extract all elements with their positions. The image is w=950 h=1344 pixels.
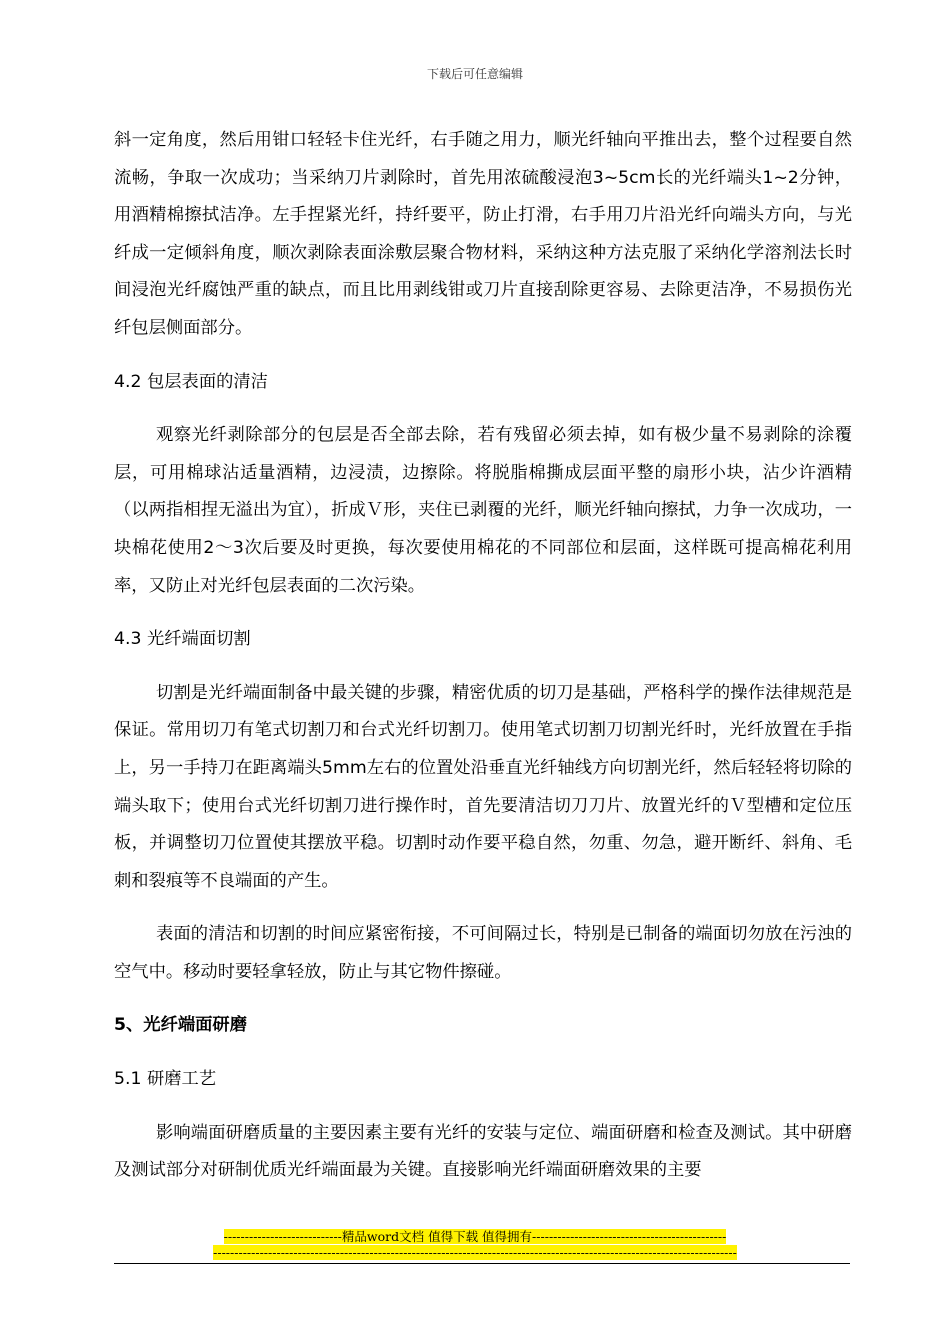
paragraph-4-3-b: 表面的清洁和切割的时间应紧密衔接，不可间隔过长，特别是已制备的端面切勿放在污浊的空气中。移动时要轻拿轻放，防止与其它物件擦碰。 bbox=[114, 924, 852, 982]
page-header: 下载后可任意编辑 bbox=[426, 67, 523, 81]
footer-banner-line-2 bbox=[0, 1245, 950, 1261]
footer-banner-text-1: ----------------------------精品word文档 值得下载 值得拥有---------------------------------------------- bbox=[223, 1229, 727, 1244]
footer-rule bbox=[114, 1263, 850, 1264]
footer-banner-text-2: ---------------------------------------------------------------------------------------------------------------------------- bbox=[213, 1245, 737, 1260]
section-heading-4-3: 4.3 光纤端面切割 bbox=[114, 629, 251, 650]
document-body bbox=[114, 122, 852, 1190]
paragraph-4-3-a: 切割是光纤端面制备中最关键的步骤，精密优质的切刀是基础，严格科学的操作法律规范是保证。常用切刀有笔式切割刀和台式光纤切割刀。使用笔式切割刀切割光纤时，光纤放置在手指上，另一手持刀在距离端头5mm左右的位置处沿垂直光纤轴线方向切割光纤，然后轻轻将切除的端头取下；使用台式光纤切割刀进行操作时，首先要清洁切刀刀片、放置光纤的Ｖ型槽和定位压板，并调整切刀位置使其摆放平稳。切割时动作要平稳自然，勿重、勿急，避开断纤、斜角、毛刺和裂痕等不良端面的产生。 bbox=[114, 682, 852, 891]
paragraph-5-1: 影响端面研磨质量的主要因素主要有光纤的安装与定位、端面研磨和检查及测试。其中研磨及测试部分对研制优质光纤端面最为关键。直接影响光纤端面研磨效果的主要 bbox=[114, 1122, 852, 1181]
footer-banner-line-1 bbox=[0, 1229, 950, 1245]
section-heading-5-1: 5.1 研磨工艺 bbox=[114, 1069, 217, 1090]
paragraph-intro: 斜一定角度，然后用钳口轻轻卡住光纤，右手随之用力，顺光纤轴向平推出去，整个过程要自然流畅，争取一次成功；当采纳刀片剥除时，首先用浓硫酸浸泡3~5cm长的光纤端头1~2分钟，用酒精棉擦拭洁净。左手捏紧光纤，持纤要平，防止打滑，右手用刀片沿光纤向端头方向，与光纤成一定倾斜角度，顺次剥除表面涂敷层聚合物材料，采纳这种方法克服了采纳化学溶剂法长时间浸泡光纤腐蚀严重的缺点，而且比用剥线钳或刀片直接刮除更容易、去除更洁净，不易损伤光纤包层侧面部分。 bbox=[114, 130, 852, 338]
chapter-heading-5: 5、光纤端面研磨 bbox=[114, 1015, 247, 1036]
section-heading-4-2: 4.2 包层表面的清洁 bbox=[114, 371, 268, 392]
paragraph-4-2: 观察光纤剥除部分的包层是否全部去除，若有残留必须去掉，如有极少量不易剥除的涂覆层，可用棉球沾适量酒精，边浸渍，边擦除。将脱脂棉撕成层面平整的扇形小块，沾少许酒精（以两指相捏无溢出为宜），折成Ｖ形，夹住已剥覆的光纤，顺光纤轴向擦拭，力争一次成功，一块棉花使用2～3次后要及时更换，每次要使用棉花的不同部位和层面，这样既可提高棉花利用率，又防止对光纤包层表面的二次污染。 bbox=[114, 425, 852, 596]
